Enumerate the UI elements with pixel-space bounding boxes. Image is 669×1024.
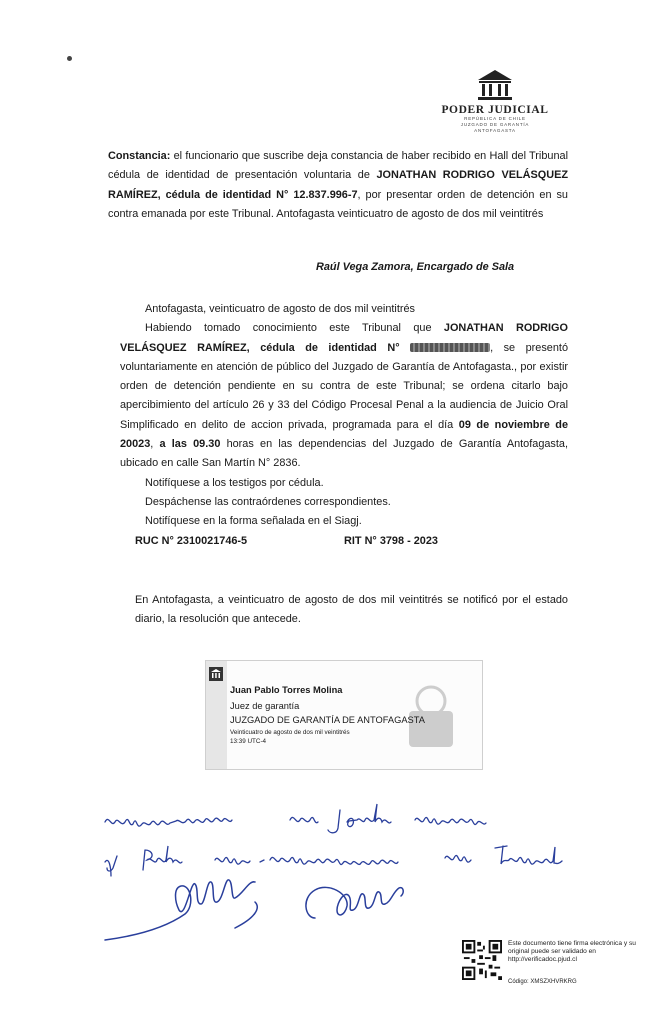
resolucion-text-c: , xyxy=(150,438,160,451)
org-sub-1: REPÚBLICA DE CHILE xyxy=(464,116,526,121)
resolucion-person: JONATHAN RODRIGO VELÁSQUEZ RAMÍREZ, cédula de identidad N° xyxy=(120,322,568,354)
org-name: PODER JUDICIAL xyxy=(441,104,549,116)
notify-siagj: Notifíquese en la forma señalada en el Siagj. xyxy=(145,515,362,528)
poder-judicial-logo xyxy=(430,68,560,134)
scan-dot xyxy=(67,56,72,61)
courthouse-icon xyxy=(475,68,515,102)
hearing-date: 09 de noviembre de 20023 xyxy=(120,418,568,451)
notificacion-paragraph: En Antofagasta, a veinticuatro de agosto de dos mil veintitrés se notificó por el estado diario, la resolución que antecede. xyxy=(135,594,568,626)
resolucion-body xyxy=(120,319,568,473)
hearing-time: a las 09.30 xyxy=(159,438,221,451)
constancia-person: JONATHAN RODRIGO VELÁSQUEZ RAMÍREZ, cédula de identidad N° 12.837.996-7 xyxy=(108,169,569,201)
org-sub-3: ANTOFAGASTA xyxy=(474,128,516,133)
resolucion-text-d: horas en las dependencias del Juzgado de Garantía Antofagasta, ubicado en calle San Martín N° 2836. xyxy=(120,438,568,470)
dispatch-counter-orders: Despáchense las contraórdenes correspondientes. xyxy=(145,495,391,508)
notify-witnesses: Notifíquese a los testigos por cédula. xyxy=(145,476,324,489)
resolucion-block xyxy=(120,300,568,532)
encargado-signature-line: Raúl Vega Zamora, Encargado de Sala xyxy=(316,261,515,273)
signature-date: Veinticuatro de agosto de dos mil veintitrés xyxy=(230,729,350,736)
signature-time: 13:39 UTC-4 xyxy=(230,738,267,745)
verification-qr-code xyxy=(462,940,502,980)
signer-role: Juez de garantía xyxy=(230,701,300,711)
redacted-id xyxy=(410,343,490,352)
electronic-signature-box xyxy=(205,660,483,770)
verification-notice: Este documento tiene firma electrónica y su original puede ser validado en http://verificadoc.pjud.cl xyxy=(508,940,636,964)
courthouse-small-icon xyxy=(209,667,223,681)
signer-name: Juan Pablo Torres Molina xyxy=(230,685,343,695)
signature-side-bar xyxy=(206,661,227,769)
constancia-paragraph xyxy=(108,147,568,224)
verification-code: Código: XMSZXHVRKRG xyxy=(508,979,577,985)
resolucion-fecha: Antofagasta, veinticuatro de agosto de dos mil veintitrés xyxy=(145,303,416,315)
resolucion-text-a: Habiendo tomado conocimiento este Tribunal que xyxy=(145,322,444,335)
ruc-number: RUC N° 2310021746-5 xyxy=(135,535,248,547)
constancia-label: Constancia: xyxy=(108,150,171,162)
signer-court: JUZGADO DE GARANTÍA DE ANTOFAGASTA xyxy=(230,715,425,725)
handwritten-notification xyxy=(85,800,625,950)
resolucion-text-b: , se presentó voluntariamente en atención de público del Juzgado de Garantía de Antofagasta., por existir orden de detención pendiente en su contra de este Tribunal; se ordena citarlo bajo apercibimiento del artículo 26 y 33 del Código Procesal Penal a la audiencia de Juicio Oral Simplificado en delito de accion privada, programada para el día xyxy=(120,341,568,431)
constancia-text-2: , por presentar orden de detención en su contra emanada por este Tribunal. Antofagasta veinticuatro de agosto de dos mil veintitrés xyxy=(108,188,568,220)
org-sub-2: JUZGADO DE GARANTÍA xyxy=(460,122,530,127)
rit-number: RIT N° 3798 - 2023 xyxy=(344,535,438,547)
constancia-text-1: el funcionario que suscribe deja constancia de haber recibido en Hall del Tribunal cédula de identidad de presentación voluntaria de xyxy=(108,150,568,182)
